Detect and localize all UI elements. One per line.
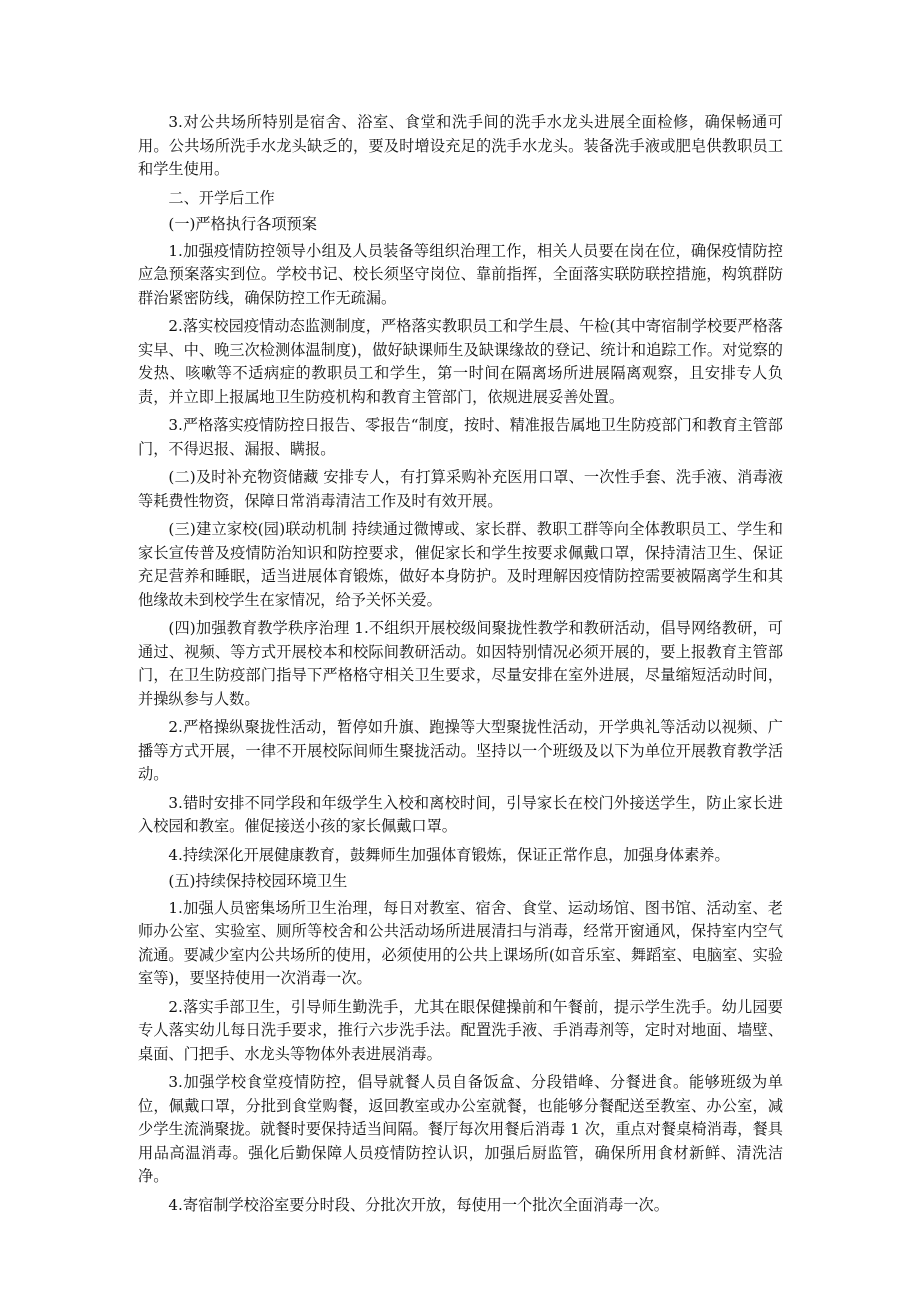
paragraph-crowded-places: 1.加强人员密集场所卫生治理，每日对教室、宿舍、食堂、运动场馆、图书馆、活动室、老师办公室、实验室、厕所等校舍和公共活动场所进展清扫与消毒，经常开窗通风，保持室内空气流通。要减少室内公共场所的使用，必须使用的公共上课场所(如音乐室、舞蹈室、电脑室、实验室等)，要坚持使用一次消毒一次。 [138, 898, 783, 987]
subheading-emergency-plans: (一)严格执行各项预案 [168, 215, 317, 233]
paragraph-teaching-order: (四)加强教育教学秩序治理 1.不组织开展校级间聚拢性教学和教研活动，倡导网络教研，可通过、视频、等方式开展校本和校际间教研活动。如因特别情况必须开展的，要上报教育主管部门，在卫生防疫部门指导下严格格守相关卫生要求，尽量安排在室外进展，尽量缩短活动时间，并操纵参与人数。 [138, 619, 783, 708]
paragraph-staggered-schedule: 3.错时安排不同学段和年级学生入校和离校时间，引导家长在校门外接送学生，防止家长进入校园和教室。催促接送小孩的家长佩戴口罩。 [138, 793, 783, 835]
paragraph-monitoring-system: 2.落实校园疫情动态监测制度，严格落实教职员工和学生晨、午检(其中寄宿制学校要严格落实早、中、晚三次检测体温制度)，做好缺课师生及缺课缘故的登记、统计和追踪工作。对觉察的发热、咳嗽等不适病症的教职员工和学生，第一时间在隔离场所进展隔离观察，且安排专人负责，并立即上报属地卫生防疫机构和教育主管部门，依规进展妥善处置。 [138, 317, 783, 406]
subheading-campus-hygiene: (五)持续保持校园环境卫生 [168, 872, 348, 890]
document-body [138, 111, 783, 1222]
paragraph-hand-hygiene: 2.落实手部卫生，引导师生勤洗手，尤其在眼保健操前和午餐前，提示学生洗手。幼儿园要专人落实幼儿每日洗手要求，推行六步洗手法。配置洗手液、手消毒剂等，定时对地面、墙壁、桌面、门把手、水龙头等物体外表进展消毒。 [138, 997, 783, 1063]
paragraph-gathering-control: 2.严格操纵聚拢性活动，暂停如升旗、跑操等大型聚拢性活动，开学典礼等活动以视频、广播等方式开展，一律不开展校际间师生聚拢活动。坚持以一个班级及以下为单位开展教育教学活动。 [138, 718, 783, 783]
paragraph-home-school-linkage: (三)建立家校(园)联动机制 持续通过微博或、家长群、教职工群等向全体教职员工、学生和家长宣传普及疫情防治知识和防控要求，催促家长和学生按要求佩戴口罩，保持清洁卫生、保证充足营养和睡眠，适当进展体育锻炼，做好本身防护。及时理解因疫情防控需要被隔离学生和其他缘故未到校学生在家情况，给予关怀关爱。 [138, 520, 783, 609]
paragraph-canteen: 3.加强学校食堂疫情防控，倡导就餐人员自备饭盒、分段错峰、分餐进食。能够班级为单位，佩戴口罩，分批到食堂购餐，返回教室或办公室就餐，也能够分餐配送至教室、办公室，减少学生流淌聚拢。就餐时要保持适当间隔。餐厅每次用餐后消毒 1 次，重点对餐桌椅消毒，餐具用品高温消毒。强化后勤保障人员疫情防控认识，加强后厨监管，确保所用食材新鲜、清洗洁净。 [138, 1073, 783, 1185]
paragraph-leadership-group: 1.加强疫情防控领导小组及人员装备等组织治理工作，相关人员要在岗在位，确保疫情防控应急预案落实到位。学校书记、校长须坚守岗位、靠前指挥，全面落实联防联控措施，构筑群防群治紧密防线，确保防控工作无疏漏。 [138, 241, 783, 307]
paragraph-bathroom: 4.寄宿制学校浴室要分时段、分批次开放，每使用一个批次全面消毒一次。 [168, 1195, 669, 1214]
paragraph-health-education: 4.持续深化开展健康教育，鼓舞师生加强体育锻炼，保证正常作息，加强身体素养。 [168, 845, 730, 864]
paragraph-daily-report: 3.严格落实疫情防控日报告、零报告“制度，按时、精准报告属地卫生防疫部门和教育主管部门，不得迟报、漏报、瞒报。 [138, 416, 783, 458]
paragraph-material-reserve: (二)及时补充物资储藏 安排专人，有打算采购补充医用口罩、一次性手套、洗手液、消毒液等耗费性物资，保障日常消毒清洁工作及时有效开展。 [138, 468, 783, 510]
paragraph-handwash-faucets: 3.对公共场所特别是宿舍、浴室、食堂和洗手间的洗手水龙头进展全面检修，确保畅通可用。公共场所洗手水龙头缺乏的，要及时增设充足的洗手水龙头。装备洗手液或肥皂供教职员工和学生使用。 [138, 113, 783, 178]
section-heading-after-opening: 二、开学后工作 [168, 188, 275, 207]
